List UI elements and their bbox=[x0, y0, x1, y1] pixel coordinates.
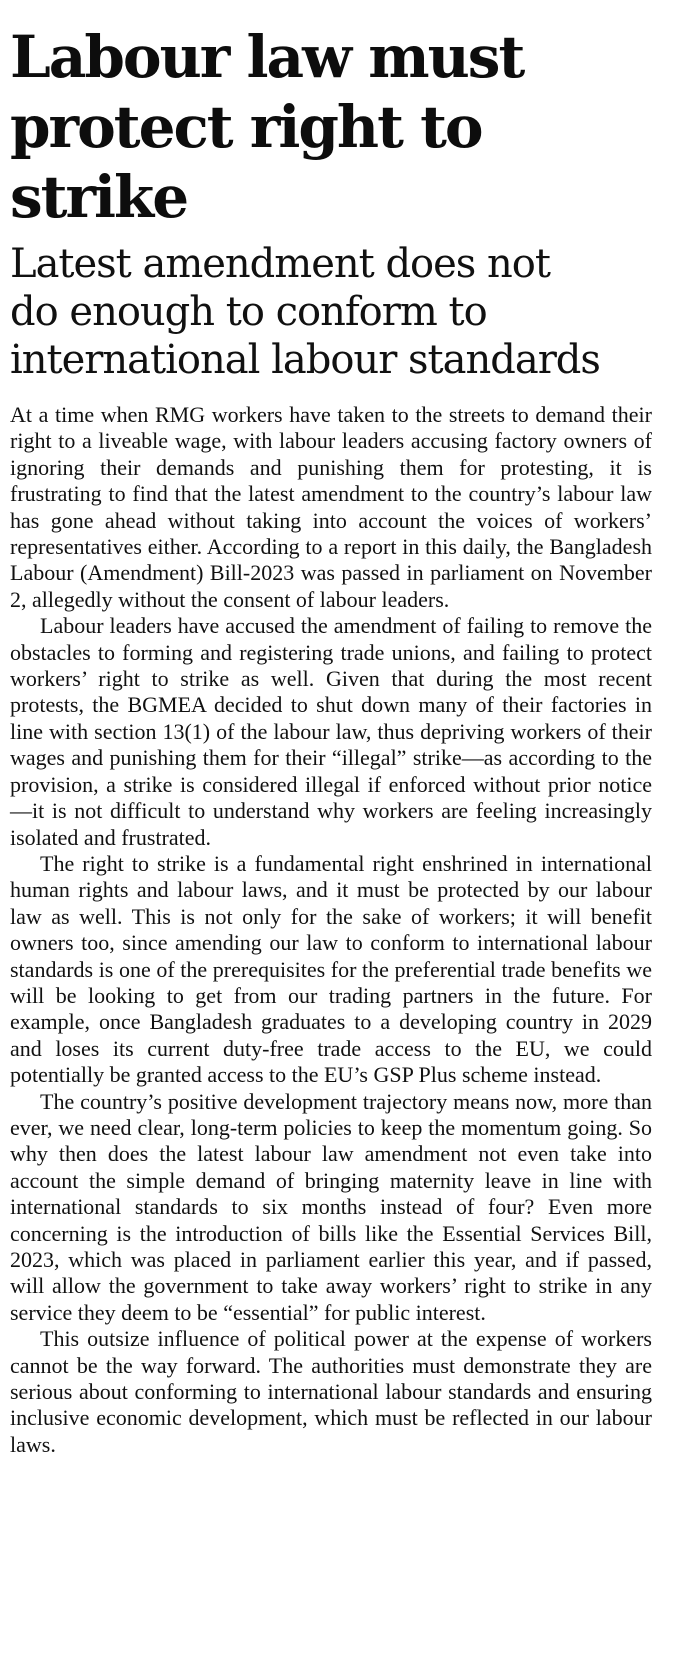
paragraph: The right to strike is a fundamental right enshrined in international human rights and labour laws, and it must be protected by our labour law as well. This is not only for the sake of workers; it will benefit owners too, since amending our law to conform to international labour standards is one of the prerequisites for the preferential trade benefits we will be looking to get from our trading partners in the future. For example, once Bangladesh graduates to a developing country in 2029 and loses its current duty-free trade access to the EU, we could potentially be granted access to the EU’s GSP Plus scheme instead. bbox=[10, 850, 652, 1088]
editorial-article bbox=[10, 0, 652, 1458]
headline-line-2: protect right to strike bbox=[10, 93, 482, 231]
subheadline-line-2: do enough to conform to bbox=[10, 289, 487, 335]
subheadline-line-3: international labour standards bbox=[10, 337, 600, 383]
paragraph: At a time when RMG workers have taken to the streets to demand their right to a liveable wage, with labour leaders accusing factory owners of ignoring their demands and punishing them for protesting, it is frustrating to find that the latest amendment to the country’s labour law has gone ahead without taking into account the voices of workers’ representatives either. According to a report in this daily, the Bangladesh Labour (Amendment) Bill-2023 was passed in parliament on November 2, allegedly without the consent of labour leaders. bbox=[10, 402, 652, 612]
paragraph: This outsize influence of political power at the expense of workers cannot be the way forward. The authorities must demonstrate they are serious about conforming to international labour standards and ensuring inclusive economic development, which must be reflected in our labour laws. bbox=[10, 1326, 652, 1457]
headline bbox=[10, 22, 652, 232]
paragraph: The country’s positive development trajectory means now, more than ever, we need clear, long-term policies to keep the momentum going. So why then does the latest labour law amendment not even take into account the simple demand of bringing maternity leave in line with international standards to six months instead of four? Even more concerning is the introduction of bills like the Essential Services Bill, 2023, which was placed in parliament earlier this year, and if passed, will allow the government to take away workers’ right to strike in any service they deem to be “essential” for public interest. bbox=[10, 1088, 652, 1325]
subheadline-line-1: Latest amendment does not bbox=[10, 241, 550, 287]
article-body bbox=[10, 402, 652, 1458]
headline-line-1: Labour law must bbox=[10, 23, 524, 91]
paragraph: Labour leaders have accused the amendment of failing to remove the obstacles to forming and registering trade unions, and failing to protect workers’ right to strike as well. Given that during the most recent protests, the BGMEA decided to shut down many of their factories in line with section 13(1) of the labour law, thus depriving workers of their wages and punishing them for their “illegal” strike—as according to the provision, a strike is considered illegal if enforced without prior notice—it is not difficult to understand why workers are feeling increasingly isolated and frustrated. bbox=[10, 613, 652, 850]
subheadline bbox=[10, 240, 652, 384]
